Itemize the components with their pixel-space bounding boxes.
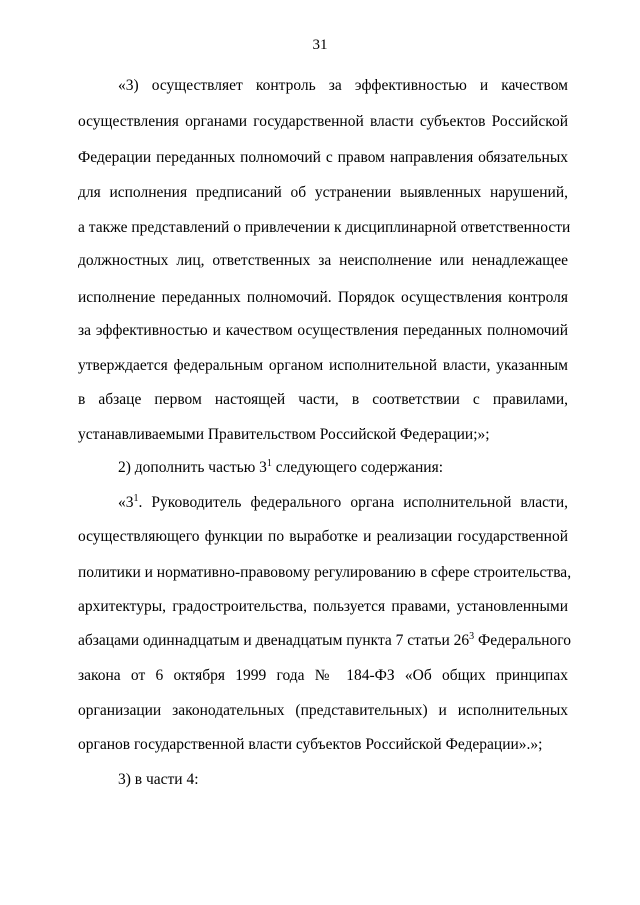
text-span: «3 xyxy=(118,494,134,511)
text-line: а также представлений о привлечении к дисциплинарной ответственности xyxy=(78,219,571,236)
text-line xyxy=(78,631,572,651)
text-line: за эффективностью и качеством осуществления переданных полномочий xyxy=(78,322,568,339)
text-line: организации законодательных (представительных) и исполнительных xyxy=(78,702,568,719)
text-span: абзацами одиннадцатым и двенадцатым пункта 7 статьи 26 xyxy=(78,632,470,649)
text-line: осуществляющего функции по выработке и реализации государственной xyxy=(78,528,568,545)
text-line: устанавливаемыми Правительством Российской Федерации;»; xyxy=(78,426,490,443)
superscript: 3 xyxy=(469,631,475,642)
text-span: 2) дополнить частью 3 xyxy=(118,459,267,476)
text-span: Федерального xyxy=(474,632,572,649)
text-line: осуществления органами государственной власти субъектов Российской xyxy=(78,113,568,130)
text-line: политики и нормативно-правовому регулированию в сфере строительства, xyxy=(78,564,572,581)
superscript: 1 xyxy=(266,458,272,469)
text-line: Федерации переданных полномочий с правом направления обязательных xyxy=(78,149,568,166)
text-line xyxy=(118,493,568,513)
text-line xyxy=(118,458,568,478)
text-line: органов государственной власти субъектов Российской Федерации».»; xyxy=(78,736,543,753)
text-span: . Руководитель федерального органа исполнительной власти, xyxy=(138,494,568,511)
text-line: исполнение переданных полномочий. Порядок осуществления контроля xyxy=(78,289,568,306)
text-line: утверждается федеральным органом исполнительной власти, указанным xyxy=(78,357,568,374)
text-span: следующего содержания: xyxy=(271,459,444,476)
page-number: 31 xyxy=(312,37,328,53)
superscript: 1 xyxy=(133,493,139,504)
text-line: должностных лиц, ответственных за неисполнение или ненадлежащее xyxy=(78,252,568,269)
text-line: для исполнения предписаний об устранении выявленных нарушений, xyxy=(78,184,568,201)
text-line: 3) в части 4: xyxy=(118,771,199,788)
text-line: в абзаце первом настоящей части, в соответствии с правилами, xyxy=(78,391,568,408)
text-line: закона от 6 октября 1999 года № 184-ФЗ «Об общих принципах xyxy=(78,667,568,684)
text-line: «3) осуществляет контроль за эффективностью и качеством xyxy=(118,77,568,94)
text-line: архитектуры, градостроительства, пользуется правами, установленными xyxy=(78,598,568,615)
